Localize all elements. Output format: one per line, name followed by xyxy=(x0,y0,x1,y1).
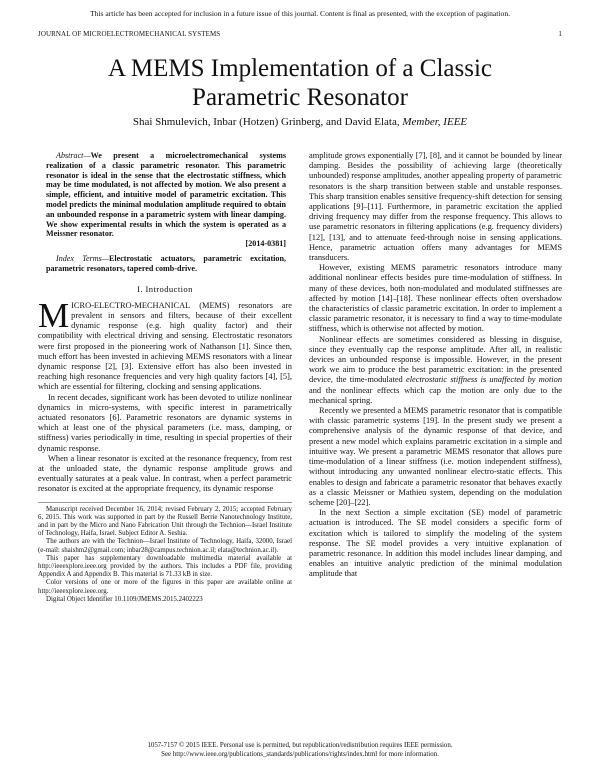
index-terms: Index Terms—Electrostatic actuators, parametric excitation, parametric resonators, tapered comb-drive. xyxy=(46,253,286,273)
footnote-doi: Digital Object Identifier 10.1109/JMEMS.2015.2402223 xyxy=(46,595,203,603)
footnotes xyxy=(38,502,292,604)
copyright-footer xyxy=(0,742,600,759)
section-heading-introduction: I. Introduction xyxy=(137,283,193,294)
footnote-color: Color versions of one or more of the figures in this paper are available online at http://ieeexplore.ieee.org. xyxy=(38,579,292,595)
intro-smallcaps: ICRO-ELECTRO-MECHANICAL xyxy=(71,300,191,310)
footer-line-1: 1057-7157 © 2015 IEEE. Personal use is permitted, but republication/redistribution requires IEEE permission. xyxy=(147,742,453,749)
footnote-supplementary: This paper has supplementary downloadable multimedia material available at http://ieeexplore.ieee.org provided by the authors. This includes a PDF file, providing Appendix A and Appendix B. This material is 71.33 kB in size. xyxy=(38,554,292,579)
abstract-text: We present a microelectromechanical systems realization of a classic parametric resonator. This parametric resonator is ideal in the sense that the electrostatic stiffness, which may be time modulated, is not affected by motion. We also present a simple, efficient, and intuitive model of parametric excitation. This model predicts the minimal modulation amplitude required to obtain an unbounded response in a parametric system with linear damping. We show experimental results in which the system is operated as a Meissner resonator. xyxy=(46,151,286,239)
author-role: Member, IEEE xyxy=(402,116,468,128)
right-paragraph-2: However, existing MEMS parametric resonators introduce many additional nonlinear effects besides pure time-modulation of stiffness. In many of these devices, both non-modulated and modulated stiffnesses are affected by motion [14]–[18]. These nonlinear effects often overshadow the characteristics of classic parametric excitation. In order to implement a classic parametric resonator, it is necessary to find a way to time-modulate stiffness, which is otherwise not affected by motion. xyxy=(309,263,562,334)
right-paragraph-3 xyxy=(309,335,562,406)
right-paragraph-3-b: and the nonlinear effects which cap the motion are only due to the mechanical spring. xyxy=(309,385,562,405)
right-paragraph-4: Recently we presented a MEMS parametric resonator that is compatible with classic parametric systems [19]. In the present study we present a comprehensive analysis of the dynamic response of that device, and present a new model which explains parametric excitation in a simple and intuitive way. We present a parametric MEMS resonator that allows pure time-modulation of a linear stiffness (i.e. motion independent stiffness), without introducing any unwanted nonlinear electro-static effects. This enables to design and fabricate a parametric resonator that behaves exactly as a classic Meissner or Mathieu system, depending on the modulation scheme [20]–[22]. xyxy=(309,406,562,507)
running-head xyxy=(38,30,562,38)
intro-paragraph-3: When a linear resonator is excited at the resonance frequency, from rest at the unloaded state, the dynamic response amplitude grows and eventually saturates at a peak value. In contrast, when a perfect parametric resonator is excited at the appropriate frequency, its dynamic response xyxy=(38,453,292,494)
intro-paragraph-1-text: (MEMS) resonators are prevalent in sensors and filters, because of their excellent dynamic response (e.g. high quality factor) and their compatibility with electrical driving and sensing. Electrostatic resonators were first proposed in the pioneering work of Nathanson [1]. Since then, much effort has been invested in achieving MEMS resonators with a linear dynamic response [2], [3]. Extensive effort has also been invested in reaching high resonance frequencies and very high quality factors [4], [5], which are essential for filtering, clocking and sensing applications. xyxy=(38,300,293,392)
right-column xyxy=(309,151,562,580)
footnote-affiliation: The authors are with the Technion—Israel Institute of Technology, Haifa, 32000, Israel (e-mail: shaishm2@gmail.com; inbar28@campus.technion.ac.il; elata@technion.ac.il). xyxy=(38,538,292,554)
right-paragraph-5: In the next Section a simple excitation (SE) model of parametric actuation is introduced. The SE model considers a specific form of excitation which is tailored to simplify the modeling of the system response. The SE model provides a very intuitive explanation of parametric resonance. In addition this model includes linear damping, and enables an intuitive analytic prediction of the minimal modulation amplitude that xyxy=(309,508,562,579)
page-number: 1 xyxy=(558,30,562,38)
paper-title xyxy=(40,54,560,112)
abstract: Abstract—We present a microelectromechanical systems realization of a classic parametric resonator. This parametric resonator is ideal in the sense that the electrostatic stiffness, which may be time modulated, is not affected by motion. We also present a simple, efficient, and intuitive model of parametric excitation. This model predicts the minimal modulation amplitude required to obtain an unbounded response in a parametric system with linear damping. We show experimental results in which the system is operated as a Meissner resonator. [2014-0381] xyxy=(46,151,286,249)
title-line-1: A MEMS Implementation of a Classic xyxy=(108,55,492,82)
right-paragraph-3-emphasis: electrostatic stiffness is unaffected by motion xyxy=(406,375,563,385)
journal-name: JOURNAL OF MICROELECTROMECHANICAL SYSTEMS xyxy=(38,30,221,38)
author-names: Shai Shmulevich, Inbar (Hotzen) Grinberg, and David Elata, xyxy=(132,116,400,128)
footer-line-2: See http://www.ieee.org/publications_standards/publications/rights/index.html for more information. xyxy=(161,750,439,758)
intro-paragraph-1 xyxy=(38,295,293,393)
index-terms-label: Index Terms xyxy=(56,253,102,263)
footnote-manuscript: Manuscript received December 16, 2014; revised February 2, 2015; accepted February 6, 2015. This work was supported in part by the Russell Berrie Nanotechnology Institute, and in part by the Micro and Nano Fabrication Unit through the Technion—Israel Institute of Technology, Haifa, Israel. Subject Editor A. Seshia. xyxy=(38,505,292,538)
drop-cap: M xyxy=(38,295,70,335)
author-line xyxy=(40,116,560,128)
left-column xyxy=(38,151,292,604)
index-terms-text: Electrostatic actuators, parametric excitation, parametric resonators, tapered comb-drive. xyxy=(46,253,286,273)
abstract-code: [2014-0381] xyxy=(245,239,286,249)
acceptance-banner: This article has been accepted for inclusion in a future issue of this journal. Content is final as presented, with the exception of pagination. xyxy=(89,9,511,18)
abstract-label: Abstract xyxy=(56,151,84,160)
right-paragraph-3-a: Nonlinear effects are sometimes considered as blessing in disguise, since they eventually cap the response amplitude. After all, in realistic devices an unbounded response is impossible. However, in the present work we aim to produce the best parametric excitation: in the presented device, the time-modulated xyxy=(309,334,562,385)
intro-paragraph-2: In recent decades, significant work has been devoted to utilize nonlinear dynamics in micro-systems, with specific interest in parametrically actuated resonators [6]. Parametric resonators are dynamic systems in which at least one of the physical parameters (i.e. mass, damping, or stiffness) varies periodically in time, resulting in special properties of their dynamic response. xyxy=(38,392,292,453)
title-line-2: Parametric Resonator xyxy=(192,84,408,111)
right-paragraph-1: amplitude grows exponentially [7], [8], and it cannot be bounded by linear damping. Besides the possibility of achieving large (theoretically unbounded) response amplitudes, another appealing property of parametric resonators is the sharp transition between stable and unstable responses. This sharp transition enables sensitive frequency-shift detection for sensing applications [9]–[11]. Furthermore, in parametric excitation the applied driving frequency may differ from the response frequency. This allows to use parametric resonators in filtering applications (e.g. frequency dividers) [12], [13], and to attenuate feed-through noise in sensing applications. Hence, parametric actuation offers many advantages for MEMS transducers. xyxy=(309,151,562,263)
